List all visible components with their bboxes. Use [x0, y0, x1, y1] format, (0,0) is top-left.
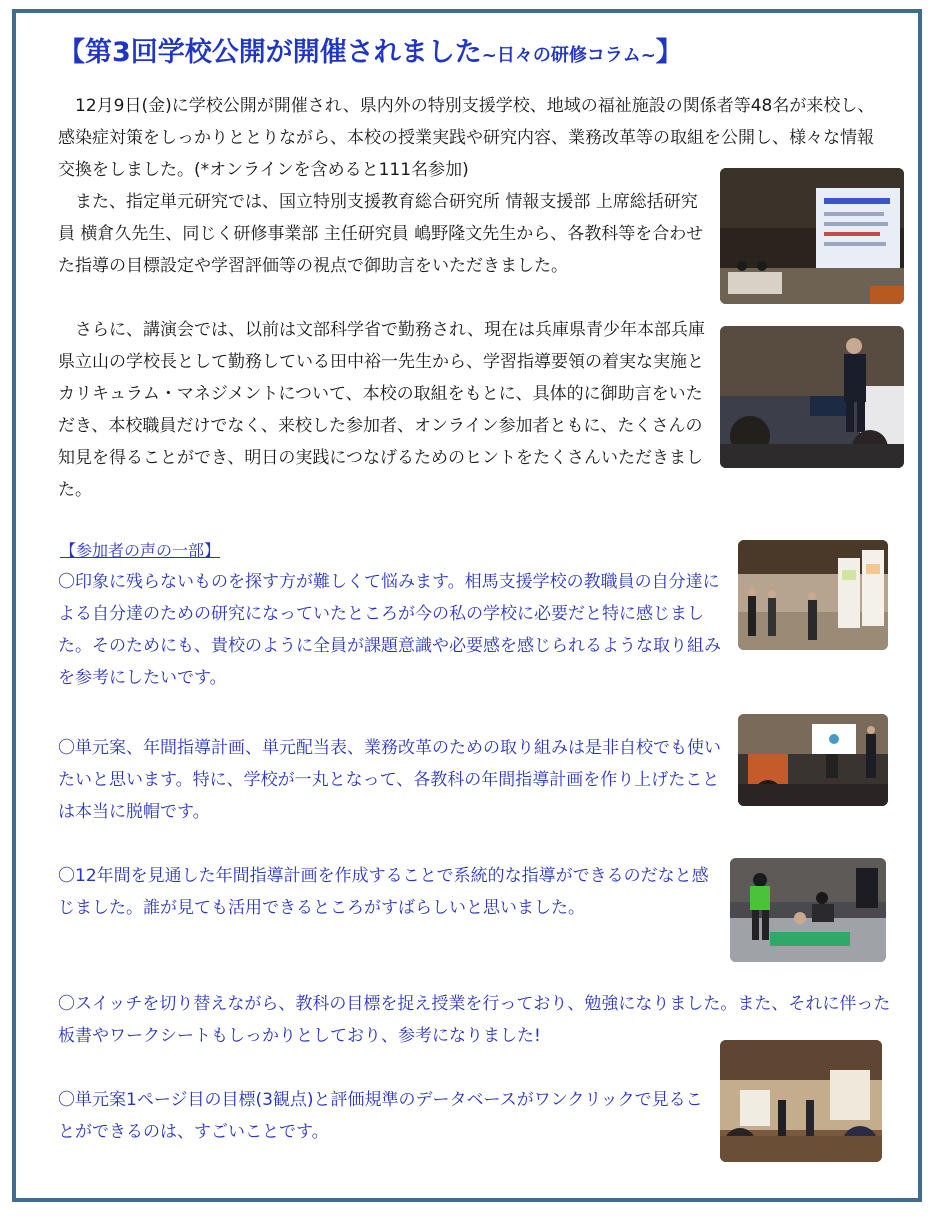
title-close-bracket: 】: [655, 37, 683, 68]
page-title: [58, 30, 683, 69]
paragraph-1: 12月9日(金)に学校公開が開催され、県内外の特別支援学校、地域の福祉施設の関係者等48名が来校し、感染症対策をしっかりととりながら、本校の授業実践や研究内容、業務改革等の取組を公開し、様々な情報交換をしました。(*オンラインを含めると111名参加): [58, 96, 875, 180]
photo-students-activity: [730, 858, 886, 962]
photo-presentation-hall: [720, 168, 904, 304]
paragraph-2: また、指定単元研究では、国立特別支援教育総合研究所 情報支援部 上席総括研究員 横倉久先生、同じく研修事業部 主任研究員 嶋野隆文先生から、各教科等を合わせた指導の目標設定や学習評価等の視点で御助言をいただきました。: [58, 192, 704, 276]
photo-gym-posters: [738, 540, 888, 650]
voice-item-2: 〇単元案、年間指導計画、単元配当表、業務改革のための取り組みは是非自校でも使いたいと思います。特に、学校が一丸となって、各教科の年間指導計画を作り上げたことは本当に脱帽です。: [58, 738, 721, 822]
paragraph-3: さらに、講演会では、以前は文部科学省で勤務され、現在は兵庫県青少年本部兵庫県立山の学校長として勤務している田中裕一先生から、学習指導要領の着実な実施とカリキュラム・マネジメントについて、本校の取組をもとに、具体的に御助言をいただき、本校職員だけでなく、来校した参加者、オンライン参加者ともに、たくさんの知見を得ることができ、明日の実践につなげるためのヒントをたくさんいただきました。: [58, 320, 706, 500]
title-subtitle: ~日々の研修コラム~: [481, 45, 656, 66]
voices-heading: 【参加者の声の一部】: [60, 541, 221, 560]
title-main: 【第3回学校公開が開催されました: [58, 37, 482, 68]
photo-group-discussion: [720, 1040, 882, 1162]
photo-classroom-screen: [738, 714, 888, 806]
voice-item-3: 〇12年間を見通した年間指導計画を作成することで系統的な指導ができるのだなと感じました。誰が見ても活用できるところがすばらしいと思いました。: [58, 866, 709, 918]
voice-item-1: 〇印象に残らないものを探す方が難しくて悩みます。相馬支援学校の教職員の自分達による自分達のための研究になっていたところが今の私の学校に必要だと特に感じました。そのためにも、貴校のように全員が課題意識や必要感を感じられるような取り組みを参考にしたいです。: [58, 572, 721, 688]
voice-item-5: 〇単元案1ページ目の目標(3観点)と評価規準のデータベースがワンクリックで見ることができるのは、すごいことです。: [58, 1090, 703, 1142]
voice-item-4: 〇スイッチを切り替えながら、教科の目標を捉え授業を行っており、勉強になりました。また、それに伴った板書やワークシートもしっかりとしており、参考になりました!: [58, 994, 891, 1046]
photo-lecture-speaker: [720, 326, 904, 468]
